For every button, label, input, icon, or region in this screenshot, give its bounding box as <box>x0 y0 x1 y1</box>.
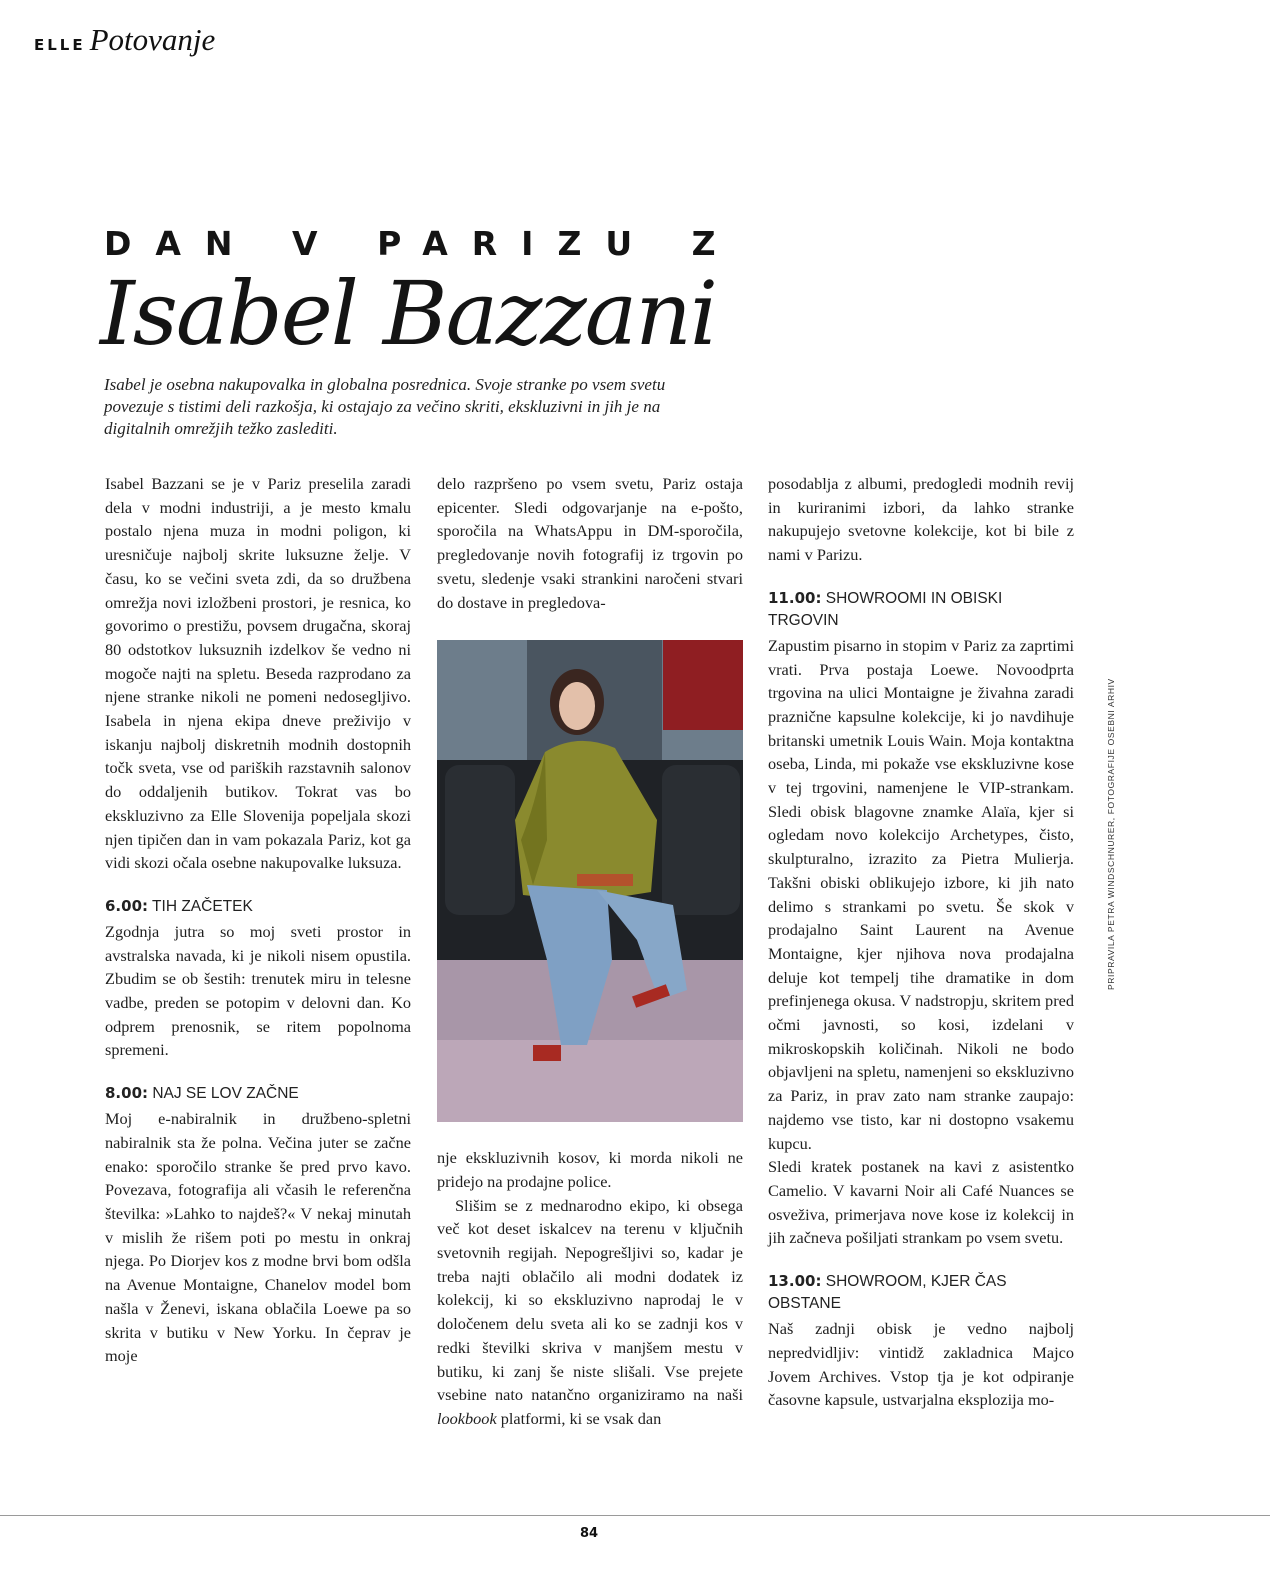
subheading-0600 <box>105 895 411 918</box>
section-name: Potovanje <box>89 22 216 57</box>
subheading-time: 11.00: <box>768 588 822 607</box>
portrait-illustration <box>437 640 743 1122</box>
magazine-header <box>34 22 215 66</box>
body-paragraph: Moj e-nabiralnik in družbeno-spletni nabiralnik sta že polna. Večina juter se začne enako: sporočilo stranke še pred prvo kavo. Povezava, fotografija ali včasih le referenčna številka: »Lahko to najdeš?« V nekaj minutah v mislih že rišem poti po mestu in onkraj njega. Po Diorjev kos z modne brvi bom odšla na Avenue Montaigne, Chanelov model bom našla v Ženevi, iskana oblačila Loewe pa so skrita v butiku v New Yorku. In čeprav je moje <box>105 1109 411 1366</box>
subheading-title: SHOWROOMI IN OBISKI TRGOVIN <box>768 589 1003 629</box>
footer-divider <box>0 1515 1270 1516</box>
article-headline: Isabel Bazzani <box>100 262 717 365</box>
photo-credit: PRIPRAVILA PETRA WINDSCHNURER, FOTOGRAFIJE OSEBNI ARHIV <box>1106 678 1116 990</box>
subheading-0800 <box>105 1082 411 1105</box>
article-standfirst: Isabel je osebna nakupovalka in globalna posrednica. Svoje stranke po vsem svetu povezuje s tistimi deli razkošja, ki ostajajo za večino skriti, ekskluzivni in jih je na digitalnih omrežjih težko zaslediti. <box>104 375 666 438</box>
article-kicker: DAN V PARIZU Z <box>104 224 740 263</box>
page-number: 84 <box>579 1526 599 1541</box>
portrait-photo <box>437 640 743 1122</box>
body-text: Slišim se z mednarodno ekipo, ki obsega več kot deset iskalcev na terenu v ključnih svetovnih regijah. Nepogrešljivi so, kadar je treba najti oblačilo ali modni dodatek iz kolekcij, ki so ekskluzivno naprodaj le v določenem delu sveta ali ko se zadnji kos v redki številki skriva v manjšem mestu v butiku, ki zanj še niste slišali. Vse prejete vsebine nato natančno organiziramo na naši <box>437 1195 743 1405</box>
text-column-1 <box>105 472 411 1368</box>
body-paragraph: delo razpršeno po vsem svetu, Pariz ostaja epicenter. Sledi odgovarjanje na e-pošto, sporočila na WhatsAppu in DM-sporočila, pregledovanje novih fotografij iz trgovin po svetu, sledenje vsaki strankini naročeni stvari do dostave in pregledova- <box>437 474 743 612</box>
subheading-time: 6.00: <box>105 896 149 915</box>
subheading-title: SHOWROOM, KJER ČAS OBSTANE <box>768 1273 1007 1313</box>
brand-logo: ELLE <box>34 36 86 54</box>
subheading-time: 8.00: <box>105 1084 149 1103</box>
italic-term: lookbook <box>437 1408 497 1428</box>
subheading-1100 <box>768 587 1074 632</box>
subheading-time: 13.00: <box>768 1272 822 1291</box>
subheading-title: NAJ SE LOV ZAČNE <box>152 1085 299 1103</box>
body-paragraph: nje ekskluzivnih kosov, ki morda nikoli ne pridejo na prodajne police. <box>437 1148 743 1191</box>
body-paragraph: Zapustim pisarno in stopim v Pariz za zaprtimi vrati. Prva postaja Loewe. Novoodprta trgovina na ulici Montaigne je živahna zaradi praznične kapsulne kolekcije, ki jo navdihuje britanski umetnik Louis Wain. Moja kontaktna oseba, Linda, mi pokaže vse ekskluzivne kose v tej trgovini, namenjene le VIP-strankam. Sledi obisk blagovne znamke Alaïa, kjer si ogledam novo kolekcijo Archetypes, čisto, skulpturalno, izrazito za Pietra Mulierja. Takšni obiski oblikujejo izbore, ki jih nato delimo s strankami po svetu. Še skok v prodajalno Saint Laurent na Avenue Montaigne, kjer njihova nova prodajalna deluje kot tempelj tihe dramatike in dom prefinjenega okusa. V nadstropju, skritem pred očmi javnosti, so kosi, izdelani v mikroskopskih količinah. Nikoli ne bodo objavljeni na spletu, namenjeni so ekskluzivno za Pariz, in prav zato nam stranke zaupajo: najdemo vse tisto, kar ni dostopno vsakemu kupcu. <box>768 635 1074 1153</box>
text-column-2 <box>437 472 743 1431</box>
subheading-title: TIH ZAČETEK <box>152 897 253 915</box>
subheading-1300 <box>768 1270 1074 1315</box>
body-paragraph: posodablja z albumi, predogledi modnih revij in kuriranimi izbori, da lahko stranke nakupujejo svetovne kolekcije, kot bi bile z nami v Parizu. <box>768 474 1074 565</box>
body-paragraph: Sledi kratek postanek na kavi z asistentko Camelio. V kavarni Noir ali Café Nuances se osveživa, primerjava nove kose iz kolekcij in jih začneva pošiljati strankam po vsem svetu. <box>768 1157 1074 1248</box>
body-paragraph: Naš zadnji obisk je vedno najbolj nepredvidljiv: vintidž zakladnica Majco Jovem Archives. Vstop tja je kot odpiranje časovne kapsule, ustvarjalna eksplozija mo- <box>768 1319 1074 1410</box>
body-text: platformi, ki se vsak dan <box>496 1408 662 1428</box>
intro-paragraph: Isabel Bazzani se je v Pariz preselila zaradi dela v modni industriji, a je mesto kmalu postalo njena muza in modni poligon, ki uresničuje najbolj skrite luksuzne želje. V času, ko se večini sveta zdi, da so družbena omrežja novi izložbeni prostori, je resnica, ko govorimo o prestižu, povsem drugačna, skoraj 80 odstotkov luksuznih izdelkov še vedno ni mogoče najti na spletu. Beseda razprodano za njene stranke nikoli ne pomeni nedosegljivo. Isabela in njena ekipa dneve preživijo v iskanju najbolj diskretnih modnih dostopnih točk sveta, vse od pariških razstavnih salonov do oddaljenih butikov. Tokrat vas bo ekskluzivno za Elle Slovenija popeljala skozi njen tipičen dan in vam pokazala Pariz, kot ga vidi skozi očala osebne nakupovalke luksuza. <box>105 474 411 873</box>
text-column-3 <box>768 472 1074 1412</box>
body-paragraph <box>437 1194 743 1431</box>
body-paragraph: Zgodnja jutra so moj sveti prostor in avstralska navada, ki je nikoli nisem opustila. Zbudim se ob šestih: trenutek miru in telesne vadbe, preden se potopim v delovni dan. Ko odprem prenosnik, se ritem popolnoma spremeni. <box>105 921 411 1060</box>
